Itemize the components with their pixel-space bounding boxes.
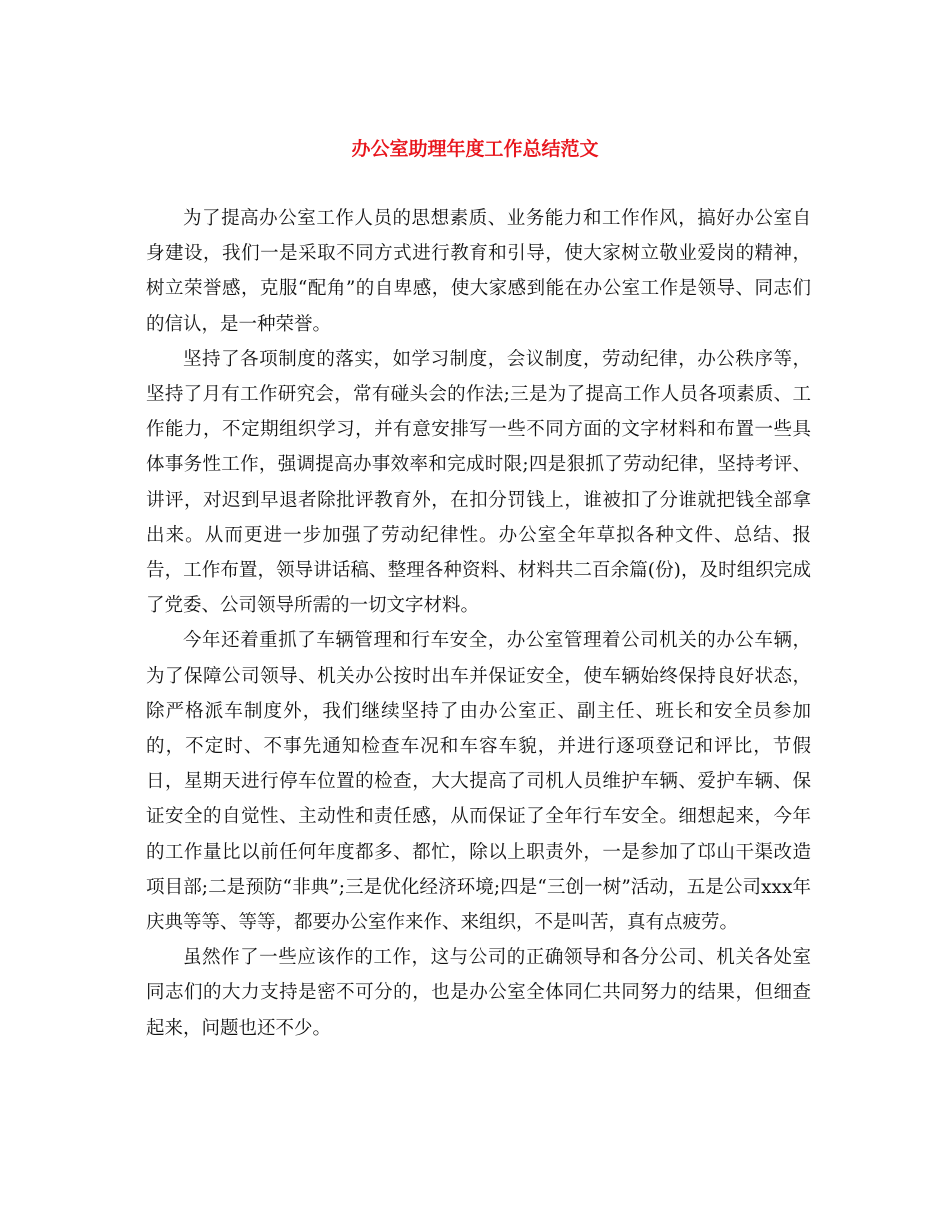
- paragraph-3: 今年还着重抓了车辆管理和行车安全，办公室管理着公司机关的办公车辆，为了保障公司领导、机关办公按时出车并保证安全，使车辆始终保持良好状态，除严格派车制度外，我们继续坚持了由办公室正、副主任、班长和安全员参加的，不定时、不事先通知检查车况和车容车貌，并进行逐项登记和评比，节假日，星期天进行停车位置的检查，大大提高了司机人员维护车辆、爱护车辆、保证安全的自觉性、主动性和责任感，从而保证了全年行车安全。细想起来，今年的工作量比以前任何年度都多、都忙，除以上职责外，一是参加了邙山干渠改造项目部;二是预防“非典”;三是优化经济环境;四是“三创一树”活动，五是公司xxx年庆典等等、等等，都要办公室作来作、来组织，不是叫苦，真有点疲劳。: [146, 630, 811, 934]
- paragraph-4: 虽然作了一些应该作的工作，这与公司的正确领导和各分公司、机关各处室同志们的大力支持是密不可分的，也是办公室全体同仁共同努力的结果，但细查起来，问题也还不少。: [146, 947, 811, 1039]
- paragraph-1: 为了提高办公室工作人员的思想素质、业务能力和工作作风，搞好办公室自身建设，我们一是采取不同方式进行教育和引导，使大家树立敬业爱岗的精神，树立荣誉感，克服“配角”的自卑感，使大家感到能在办公室工作是领导、同志们的信认，是一种荣誉。: [146, 208, 811, 335]
- document-title: 办公室助理年度工作总结范文: [351, 138, 599, 160]
- document-body: [146, 201, 811, 1046]
- paragraph-2: 坚持了各项制度的落实，如学习制度，会议制度，劳动纪律，办公秩序等，坚持了月有工作研究会，常有碰头会的作法;三是为了提高工作人员各项素质、工作能力，不定期组织学习，并有意安排写一些不同方面的文字材料和布置一些具体事务性工作，强调提高办事效率和完成时限;四是狠抓了劳动纪律，坚持考评、讲评，对迟到早退者除批评教育外，在扣分罚钱上，谁被扣了分谁就把钱全部拿出来。从而更进一步加强了劳动纪律性。办公室全年草拟各种文件、总结、报告，工作布置，领导讲话稿、整理各种资料、材料共二百余篇(份)，及时组织完成了党委、公司领导所需的一切文字材料。: [146, 348, 811, 617]
